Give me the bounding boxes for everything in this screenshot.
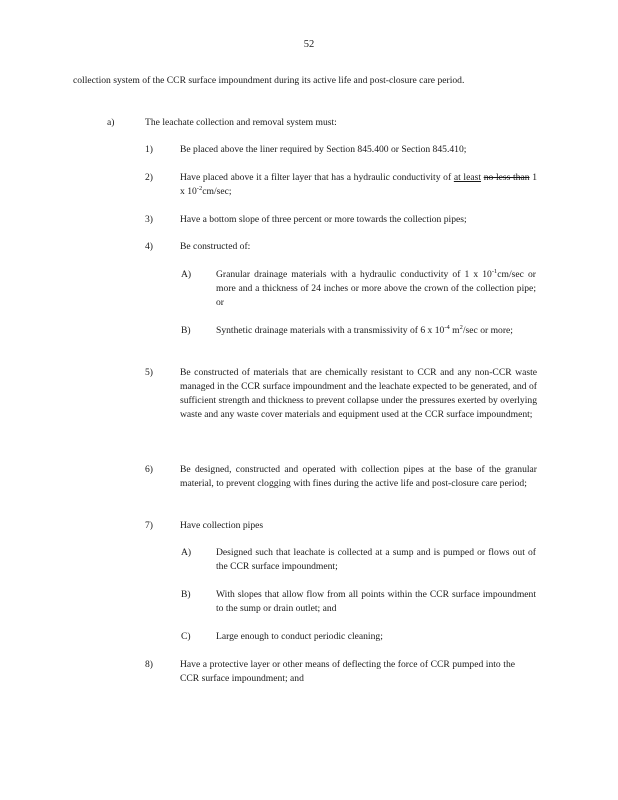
- deleted-text: no less than: [483, 172, 530, 183]
- item-3-text: Have a bottom slope of three percent or more towards the collection pipes;: [180, 214, 467, 225]
- item-4B-marker: B): [181, 325, 191, 336]
- item-4B-text: Synthetic drainage materials with a transmissivity of 6 x $10^{-4}$ $m^2/\sec$ or more;: [216, 323, 513, 336]
- item-2-text-before: Have placed above it a filter layer that has a hydraulic conductivity of: [180, 172, 454, 183]
- item-2-value: 1 x 10: [180, 172, 537, 197]
- item-2-exponent: -2: [196, 184, 203, 192]
- item-2-marker: 2): [145, 172, 153, 183]
- item-7-marker: 7): [145, 520, 153, 531]
- item-7C-marker: C): [181, 631, 191, 642]
- item-1-marker: 1): [145, 144, 153, 155]
- item-7A-marker: A): [181, 547, 192, 558]
- item-6-marker: 6): [145, 464, 153, 475]
- item-a-text: The leachate collection and removal system must:: [145, 117, 337, 128]
- item-6-text: Be designed, constructed and operated with collection pipes at the base of the granular material, to prevent clogging with fines during the active life and post-closure care period;: [180, 464, 537, 489]
- item-4-text: Be constructed of:: [180, 241, 251, 252]
- item-2-text: [180, 171, 537, 199]
- item-7A-text: Designed such that leachate is collected at a sump and is pumped or flows out of the CCR surface impoundment;: [216, 547, 536, 572]
- item-8-text: Have a protective layer or other means of deflecting the force of CCR pumped into the CCR surface impoundment; and: [180, 659, 515, 684]
- item-5-text: Be constructed of materials that are chemically resistant to CCR and any non-CCR waste managed in the CCR surface impoundment and the leachate expected to be generated, and of sufficient strength and thickness to prevent collapse under the pressures exerted by overlying waste and any waste cover materials and equipment used at the CCR surface impoundment;: [180, 367, 537, 420]
- intro-paragraph: collection system of the CCR surface impoundment during its active life and post-closure care period.: [73, 75, 465, 86]
- item-2-unit: cm/sec;: [202, 186, 232, 197]
- inserted-text: at least: [453, 172, 482, 183]
- item-8-marker: 8): [145, 659, 153, 670]
- item-7C-text: Large enough to conduct periodic cleaning;: [216, 631, 383, 642]
- item-1-text: Be placed above the liner required by Section 845.400 or Section 845.410;: [180, 144, 467, 155]
- item-3-marker: 3): [145, 214, 153, 225]
- item-a-marker: a): [107, 117, 115, 128]
- item-4-marker: 4): [145, 241, 153, 252]
- item-4A-text: Granular drainage materials with a hydraulic conductivity of 1 x $10^{-1}cm/\sec$ or more and a thickness of 24 inches or more above the crown of the collection pipe; or: [216, 267, 536, 308]
- item-5-marker: 5): [145, 367, 153, 378]
- item-7B-text: With slopes that allow flow from all points within the CCR surface impoundment to the sump or drain outlet; and: [216, 589, 536, 614]
- item-7-text: Have collection pipes: [180, 520, 264, 531]
- page-number: 52: [303, 39, 315, 50]
- item-4A-marker: A): [181, 269, 192, 280]
- item-7B-marker: B): [181, 589, 191, 600]
